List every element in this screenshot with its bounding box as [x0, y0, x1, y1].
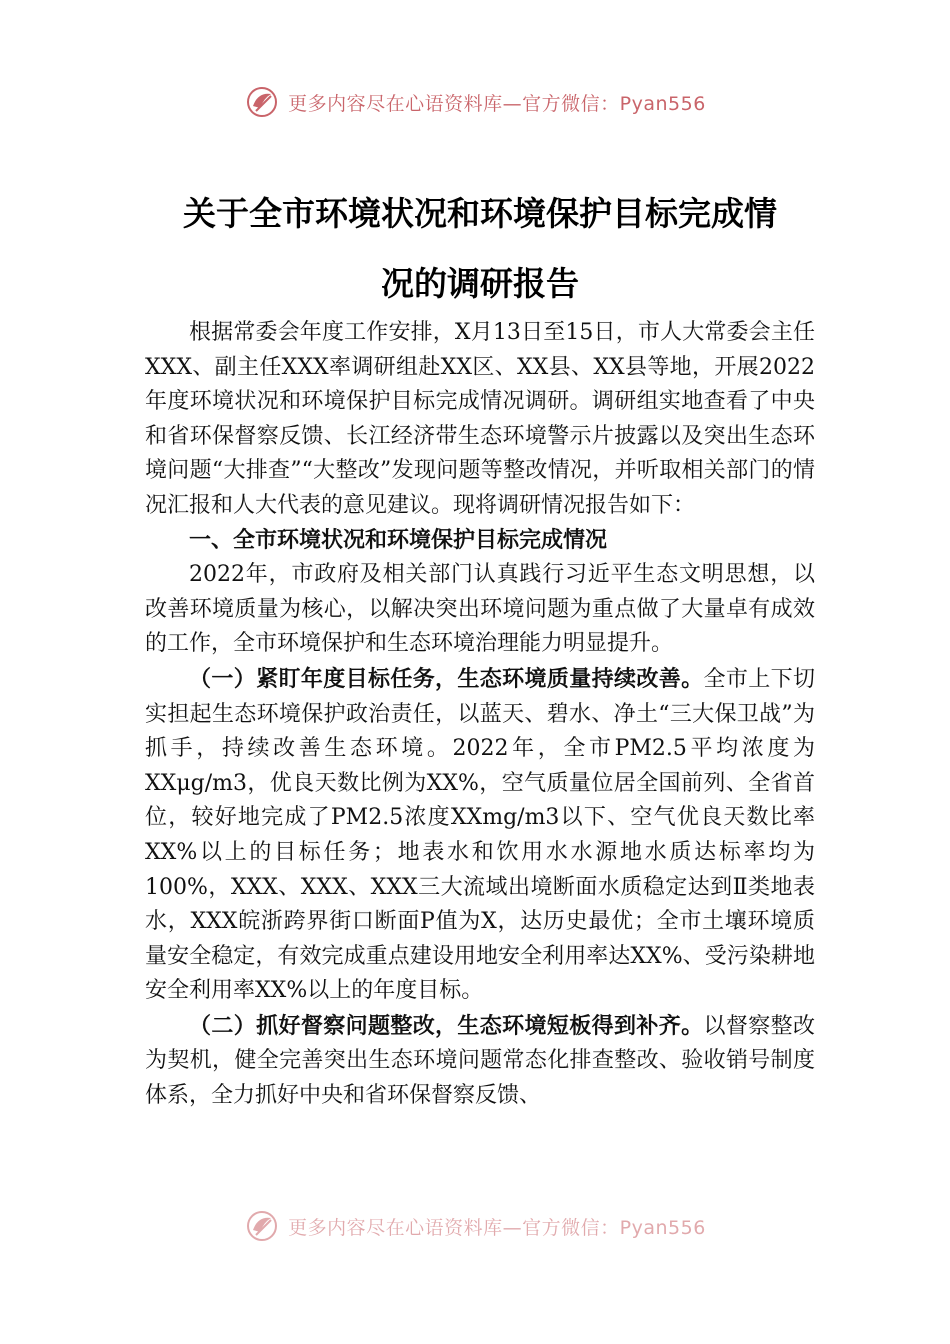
document-body	[145, 316, 815, 1114]
section1-paragraph: 2022年，市政府及相关部门认真践行习近平生态文明思想，以改善环境质量为核心，以解决突出环境问题为重点做了大量卓有成效的工作，全市环境保护和生态环境治理能力明显提升。	[145, 562, 815, 657]
watermark-logo-icon	[244, 84, 280, 120]
watermark-footer	[0, 1208, 950, 1244]
intro-paragraph: 根据常委会年度工作安排，X月13日至15日，市人大常委会主任XXX、副主任XXX率调研组赴XX区、XX县、XX县等地，开展2022年度环境状况和环境保护目标完成情况调研。调研组实地查看了中央和省环保督察反馈、长江经济带生态环境警示片披露以及突出生态环境问题“大排查”“大整改”发现问题等整改情况，并听取相关部门的情况汇报和人大代表的意见建议。现将调研情况报告如下：	[145, 320, 815, 518]
document-title-line1: 关于全市环境状况和环境保护目标完成情	[183, 194, 777, 233]
watermark-logo-icon	[244, 1208, 280, 1244]
watermark-text: 更多内容尽在心语资料库—官方微信：Pyan556	[288, 92, 706, 115]
section1-heading: 一、全市环境状况和环境保护目标完成情况	[189, 527, 608, 553]
subsection1-text: 全市上下切实担起生态环境保护政治责任，以蓝天、碧水、净土“三大保卫战”为抓手，持续改善生态环境。2022年，全市PM2.5平均浓度为XXμg/m3，优良天数比例为XX%，空气质量位居全国前列、全省首位，较好地完成了PM2.5浓度XXmg/m3以下、空气优良天数比率XX%以上的目标任务；地表水和饮用水水源地水质达标率均为100%，XXX、XXX、XXX三大流域出境断面水质稳定达到Ⅱ类地表水，XXX皖浙跨界街口断面P值为X，达历史最优；全市土壤环境质量安全稳定，有效完成重点建设用地安全利用率达XX%、受污染耕地安全利用率XX%以上的年度目标。	[145, 666, 816, 1004]
subsection1-paragraph	[145, 662, 815, 1009]
watermark-text: 更多内容尽在心语资料库—官方微信：Pyan556	[288, 1216, 706, 1239]
subsection1-lead: （一）紧盯年度目标任务，生态环境质量持续改善。	[189, 665, 704, 692]
subsection2-lead: （二）抓好督察问题整改，生态环境短板得到补齐。	[189, 1012, 704, 1039]
subsection2-paragraph	[145, 1009, 815, 1114]
subsection2-text: 以督察整改为契机，健全完善突出生态环境问题常态化排查整改、验收销号制度体系，全力抓好中央和省环保督察反馈、	[145, 1013, 815, 1109]
watermark-header	[0, 84, 950, 120]
document-title-line2: 况的调研报告	[381, 264, 579, 303]
